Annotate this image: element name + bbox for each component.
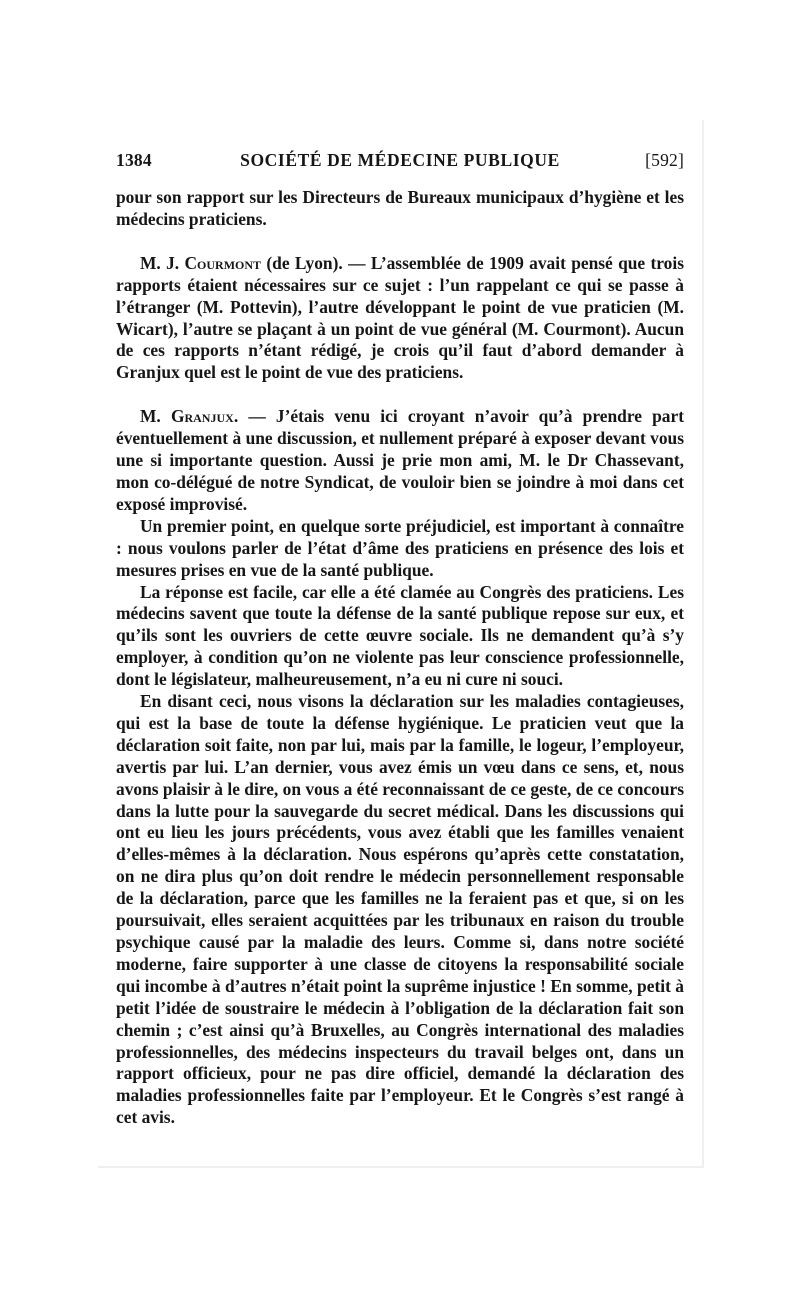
paragraph: Un premier point, en quelque sorte préjudiciel, est important à connaître : nous voulons parler de l’état d’âme des praticiens en présence des lois et mesures prises en vue de la santé publique. [116, 515, 684, 580]
paragraph-continuation: pour son rapport sur les Directeurs de Bureaux municipaux d’hygiène et les médecins praticiens. [116, 187, 684, 229]
running-head [116, 150, 684, 176]
speech-granjux [116, 406, 684, 516]
speech-text: J’étais venu ici croyant n’avoir qu’à prendre part éventuellement à une discussion, et nullement préparé à exposer devant vous une si importante question. Aussi je prie mon ami, M. le Dr Chassevant, mon co-délégué de notre Syndicat, de vouloir bien se joindre à moi dans cet exposé improvisé. [116, 406, 684, 514]
paragraph: En disant ceci, nous visons la déclaration sur les maladies contagieuses, qui est la base de toute la défense hygiénique. Le praticien veut que la déclaration soit faite, non par lui, mais par la famille, le logeur, l’employeur, avertis par lui. L’an dernier, vous avez émis un vœu dans ce sens, et, nous avons plaisir à le dire, on vous a été reconnaissant de ce geste, de ce concours dans la lutte pour la sauvegarde du secret médical. Dans les discussions qui ont eu lieu les jours précédents, vous avez établi que les familles venaient d’elles-mêmes à la déclaration. Nous espérons qu’après cette constatation, on ne dira plus qu’on doit rendre le médecin personnellement responsable de la déclaration, parce que les familles ne la feraient pas et que, si on les poursuivait, elles seraient acquittées par les tribunaux en raison du trouble psychique causé par la maladie des leurs. Comme si, dans notre société moderne, faire supporter à une classe de citoyens la responsabilité sociale qui incombe à d’autres n’était point la suprême injustice ! En somme, petit à petit l’idée de soustraire le médecin à l’obligation de la déclaration fait son chemin ; c’est ainsi qu’à Bruxelles, au Congrès international des maladies professionnelles, des médecins inspecteurs du travail belges ont, dans un rapport officieux, pour ne pas dire officiel, demandé la déclaration des maladies professionnelles faite par l’employeur. Et le Congrès s’est rangé à cet avis. [116, 691, 684, 1128]
original-page-number: [592] [645, 150, 684, 170]
speaker-suffix: . — [233, 406, 276, 427]
speech-courmont [116, 253, 684, 384]
speaker-prefix: M. J. [140, 252, 185, 273]
page-number: 1384 [116, 150, 152, 170]
speaker-name: Granjux [170, 406, 234, 427]
speaker-suffix: (de Lyon). — [261, 252, 371, 273]
paragraph: La réponse est facile, car elle a été clamée au Congrès des praticiens. Les médecins savent que toute la défense de la santé publique repose sur eux, et qu’ils sont les ouvriers de cette œuvre sociale. Ils ne demandent qu’à s’y employer, à condition qu’on ne violente pas leur conscience professionnelle, dont le législateur, malheureusement, n’a eu ni cure ni souci. [116, 581, 684, 690]
running-title: SOCIÉTÉ DE MÉDECINE PUBLIQUE [240, 150, 560, 170]
speech-text: L’assemblée de 1909 avait pensé que trois rapports étaient nécessaires sur ce sujet : l’un rappelant ce qui se passe à l’étranger (M. Pottevin), l’autre développant le point de vue praticien (M. Wicart), l’autre se plaçant à un point de vue général (M. Courmont). Aucun de ces rapports n’étant rédigé, je crois qu’il faut d’abord demander à Granjux quel est le point de vue des praticiens. [116, 252, 684, 383]
speaker-name: Courmont [184, 252, 262, 273]
speaker-prefix: M. [140, 406, 171, 427]
body-text [116, 187, 684, 1129]
